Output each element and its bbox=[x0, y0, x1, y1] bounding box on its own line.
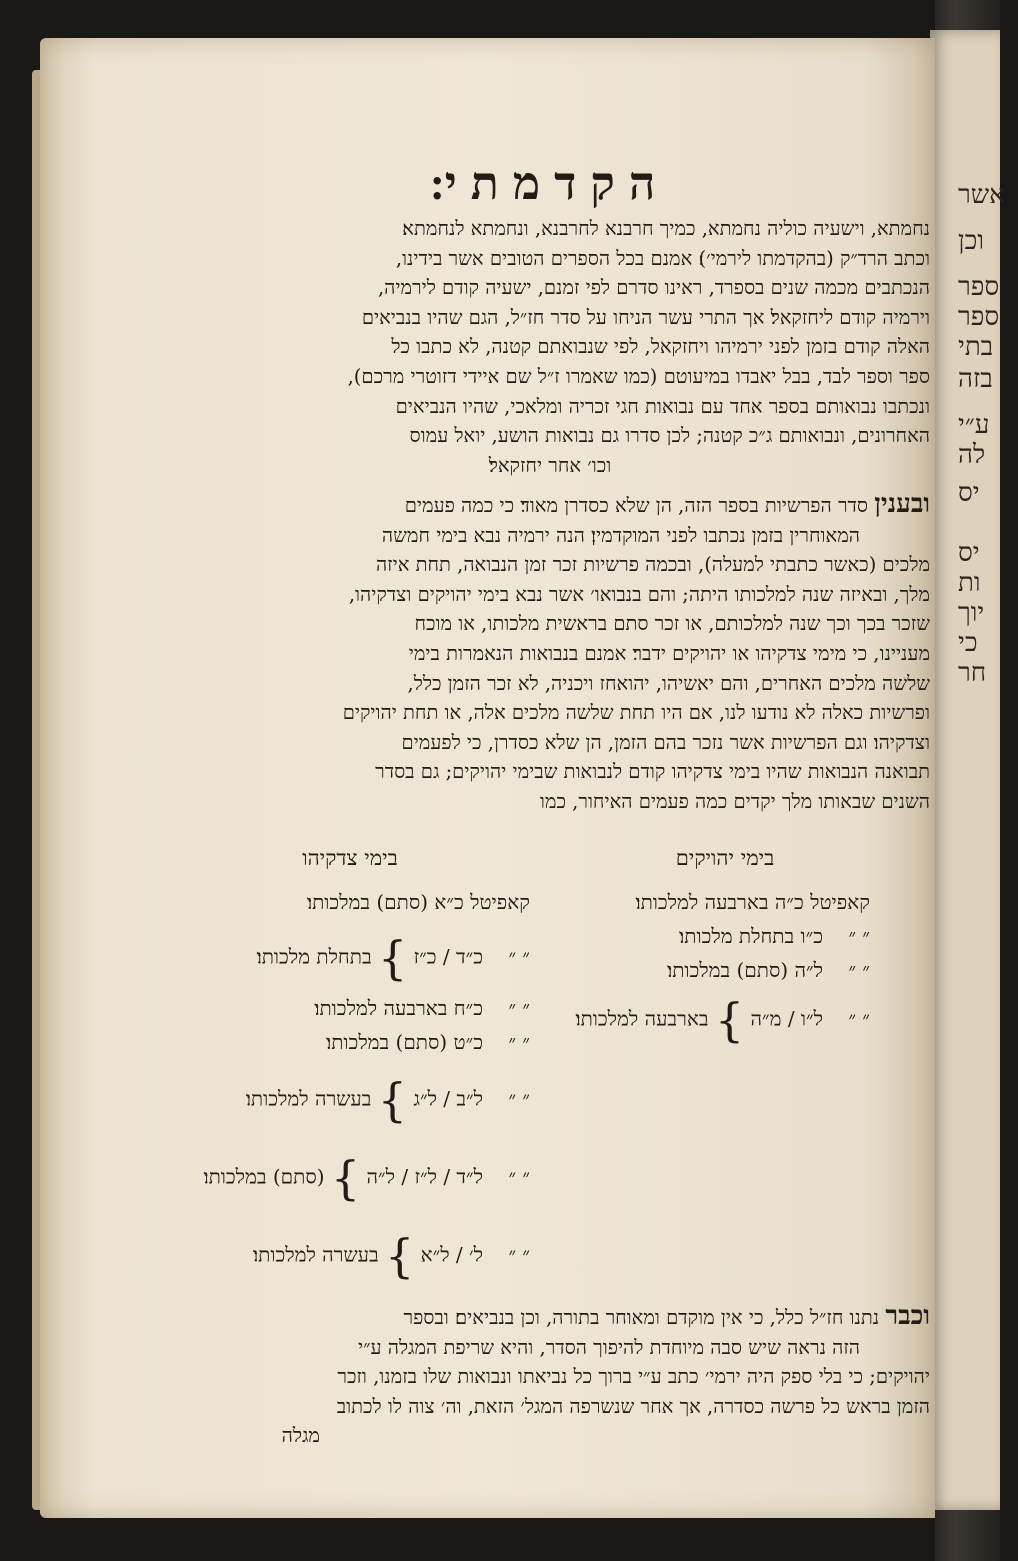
text-line: האחרונים, ונבואותם ג״כ קטנה; לכן סדרו גם נבואות הושע, יואל עמוס bbox=[409, 424, 930, 448]
text-line: וצדקיהו׃ וגם הפרשיות אשר נזכר בהם הזמן, הן שלא כסדרן, כי לפעמים bbox=[401, 730, 930, 754]
table-header-zedekiah: בימי צדקיהו bbox=[302, 846, 398, 870]
facing-page-line: בתי bbox=[958, 332, 994, 362]
text-line: המאוחרין בזמן נכתבו לפני המוקדמין׃ הנה ירמיה נבא בימי חמשה bbox=[381, 523, 860, 547]
text-line: השנים שבאותו מלך יקדים כמה פעמים האיחור, כמו bbox=[539, 789, 930, 813]
lead-word: וכבר bbox=[885, 1301, 930, 1331]
facing-page-line: יוך bbox=[958, 598, 985, 628]
table-row: ״ ״ ל״ו ‏/ מ״ה } בארבעה למלכותו׃ bbox=[575, 993, 870, 1047]
text-line: הנכתבים מכמה שנים בספרד, ראינו סדרם לפי זמנם, ישעיה קודם לירמיה, bbox=[377, 276, 930, 300]
facing-page-line: וכן bbox=[958, 226, 984, 256]
text-line: ספר וספר לבד, בבל יאבדו במיעוטם (כמו שאמרו ז״ל שם איידי דזוטרי מרכם), bbox=[347, 364, 930, 388]
text-line: ונכתבו נבואותם בספר אחד עם נבואות חגי זכריה ומלאכי, שהיו הנביאים bbox=[395, 394, 930, 418]
table-row: ״ ״ ל״ד ‏/ ל״ז ‏/ ל״ה } (סתם) במלכותו׃ bbox=[203, 1151, 530, 1205]
book-page bbox=[40, 38, 935, 1518]
table-row: קאפיטל כ״ה בארבעה למלכותו׃ bbox=[635, 890, 870, 914]
table-row: ״ ״ כ״ט (סתם) במלכותו׃ bbox=[326, 1030, 530, 1054]
table-header-jehoiakim: בימי יהויקים bbox=[675, 846, 775, 870]
page-title: הקדמתי׃ bbox=[430, 156, 670, 210]
table-row: קאפיטל כ״א (סתם) במלכותו׃ bbox=[306, 890, 530, 914]
facing-page-line: כי bbox=[958, 628, 978, 658]
text-line: הזמן בראש כל פרשה כסדרה, אך אחר שנשרפה המגל׳ הזאת, וה׳ צוה לו לכתוב bbox=[336, 1394, 930, 1418]
text-line: מלכים (כאשר כתבתי למעלה), ובכמה פרשיות זכר זמן הנבואה, תחת איזה bbox=[375, 553, 930, 577]
lead-word: ובענין bbox=[874, 489, 930, 519]
facing-page-line: חר bbox=[958, 658, 987, 688]
text-line: יהויקים; כי בלי ספק היה ירמי׳ כתב ע״י ברוך כל נביאתו ונבואות שלו בזמנו, וזכר bbox=[337, 1365, 930, 1389]
text-line: האלה קודם בזמן לפני ירמיהו ויחזקאל, לפי שנבואתם קטנה, לא כתבו כל bbox=[391, 335, 930, 359]
text-line: ופרשיות כאלה לא נודעו לנו, אם היו תחת שלשה מלכים אלה, או תחת יהויקים bbox=[342, 701, 930, 725]
facing-page-line: יס bbox=[958, 478, 980, 508]
table-row: ״ ״ כ״ח בארבעה למלכותו׃ bbox=[314, 996, 530, 1020]
intro-paragraph bbox=[170, 214, 930, 480]
page-content bbox=[170, 118, 930, 1448]
text-line: מלך, ובאיזה שנה למלכותו היתה; והם בנבואו׳ אשר נבא בימי יהויקים וצדקיהו, bbox=[348, 582, 930, 606]
text-line: מעניינו, כי מימי צדקיהו או יהויקים ידבר׃ אמנם בנבואות הנאמרות בימי bbox=[408, 641, 930, 665]
text-line: שלשה מלכים האחרים, והם יאשיהו, יהואחז ויכניה, לא זכר הזמן כלל, bbox=[407, 671, 930, 695]
text-line: נתנו חז״ל כלל, כי אין מוקדם ומאוחר בתורה, וכן בנביאים׃ ובספר bbox=[403, 1306, 880, 1329]
table-row: ״ ״ ל׳ ‏/ ל״א } בעשרה למלכותו׃ bbox=[253, 1229, 530, 1283]
facing-page-line: אשר bbox=[958, 180, 1005, 210]
catchword: מגלה bbox=[281, 1424, 320, 1448]
text-line: נחמתא, וישעיה כוליה נחמתא, כמיך חרבנא לחרבנא, ונחמתא לנחמתא׃ bbox=[402, 217, 930, 240]
facing-page-line: ספר bbox=[958, 272, 1000, 302]
facing-page-line: יס bbox=[958, 538, 980, 568]
table-row: ״ ״ ל״ה (סתם) במלכותו׃ bbox=[667, 958, 870, 982]
order-paragraph bbox=[170, 490, 930, 817]
text-line: תבואנה הנבואות שהיו בימי צדקיהו קודם לנבואות שבימי יהויקים; גם בסדר bbox=[375, 760, 930, 784]
text-line: שזכר בכך וכך שנה למלכותם, או זכר סתם בראשית מלכותו, או מוכח bbox=[414, 612, 930, 636]
table-row: ״ ״ ל״ב ‏/ ל״ג } בעשרה למלכותו׃ bbox=[245, 1073, 530, 1127]
table-row: ״ ״ כ״ד ‏/ כ״ז } בתחלת מלכותו׃ bbox=[256, 931, 530, 985]
closing-paragraph bbox=[170, 1302, 930, 1451]
facing-page-line: ות bbox=[958, 568, 981, 598]
facing-page-line: ספר bbox=[958, 302, 1000, 332]
text-line: וכו׳ אחר יחזקאל׃ bbox=[488, 453, 612, 477]
text-line: הזה נראה שיש סבה מיוחדת להיפוך הסדר, והיא שריפת המגלה ע״י bbox=[357, 1335, 860, 1359]
text-line: סדר הפרשיות בספר הזה, הן שלא כסדרן מאוד׃ כי כמה פעמים bbox=[404, 494, 868, 517]
text-line: וכתב הרד״ק (בהקדמתו לירמי׳)׃ אמנם בכל הספרים הטובים אשר בידינו, bbox=[395, 246, 930, 270]
text-line: וירמיה קודם ליחזקאל׃ אך התרי עשר הניחו על סדר חז״ל, הגם שהיו בנביאים bbox=[361, 305, 930, 329]
facing-page-line: ע״י bbox=[958, 410, 990, 440]
facing-page-line: בזה bbox=[958, 364, 993, 394]
table-row: ״ ״ כ״ו בתחלת מלכותו׃ bbox=[679, 924, 870, 948]
facing-page-line: לה bbox=[958, 440, 986, 470]
facing-page-edge bbox=[930, 30, 1005, 1510]
